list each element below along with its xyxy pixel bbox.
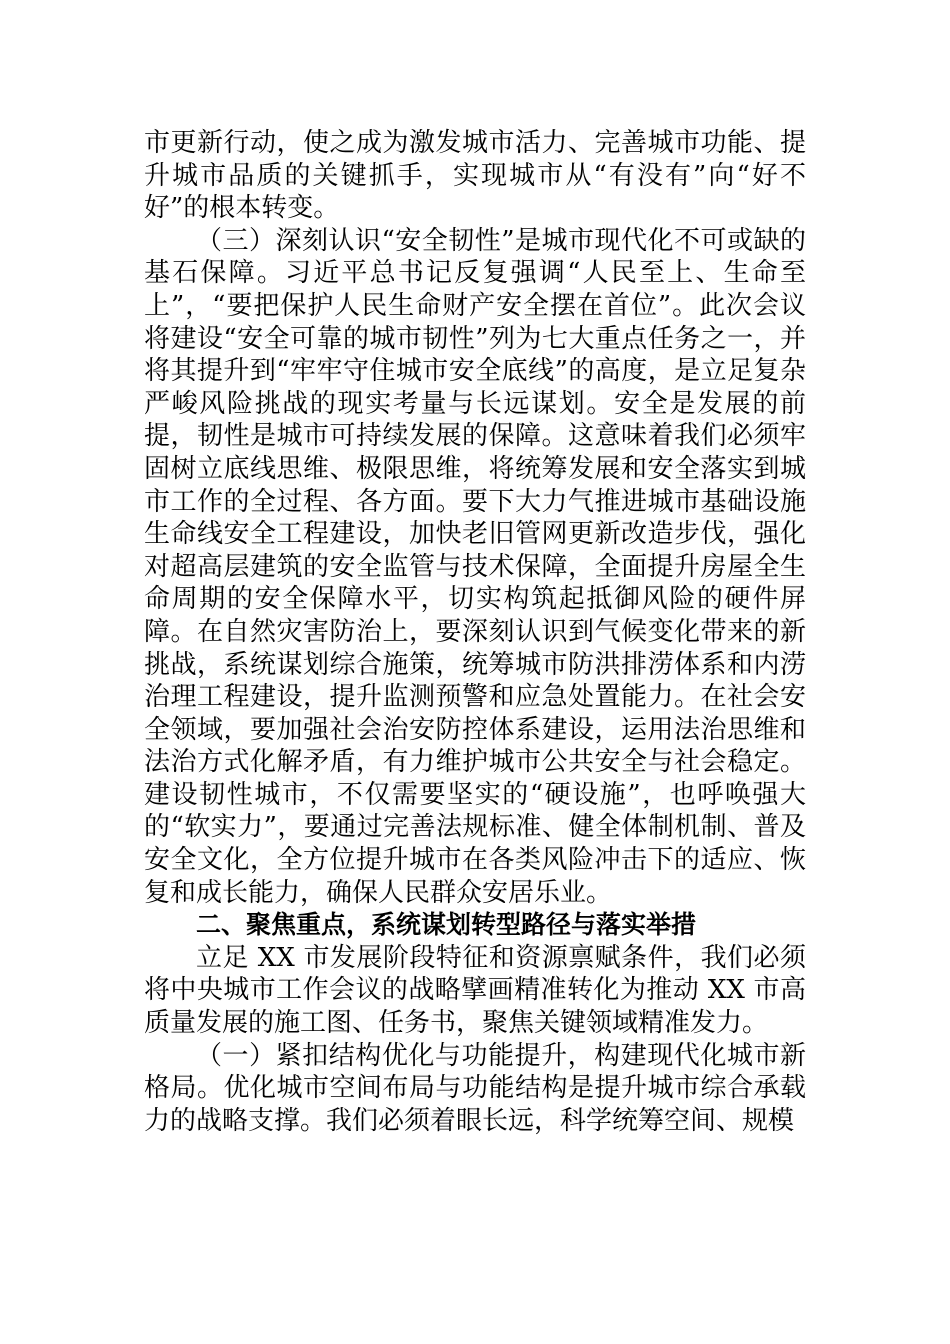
paragraph-safety-resilience: （三）深刻认识“安全韧性”是城市现代化不可或缺的基石保障。习近平总书记反复强调“人民至上、生命至上”，“要把保护人民生命财产安全摆在首位”。此次会议将建设“安全可靠的城市韧性”列为七大重点任务之一，并将其提升到“牢牢守住城市安全底线”的高度，是立足复杂严峻风险挑战的现实考量与长远谋划。安全是发展的前提，韧性是城市可持续发展的保障。这意味着我们必须牢固树立底线思维、极限思维，将统筹发展和安全落实到城市工作的全过程、各方面。要下大力气推进城市基础设施生命线安全工程建设，加快老旧管网更新改造步伐，强化对超高层建筑的安全监管与技术保障，全面提升房屋全生命周期的安全保障水平，切实构筑起抵御风险的硬件屏障。在自然灾害防治上，要深刻认识到气候变化带来的新挑战，系统谋划综合施策，统筹城市防洪排涝体系和内涝治理工程建设，提升监测预警和应急处置能力。在社会安全领域，要加强社会治安防控体系建设，运用法治思维和法治方式化解矛盾，有力维护城市公共安全与社会稳定。建设韧性城市，不仅需要坚实的“硬设施”，也呼唤强大的“软实力”，要通过完善法规标准、健全体制机制、普及安全文化，全方位提升城市在各类风险冲击下的适应、恢复和成长能力，确保人民群众安居乐业。 [144, 225, 806, 908]
paragraph-structure-optimization: （一）紧扣结构优化与功能提升，构建现代化城市新格局。优化城市空间布局与功能结构是提升城市综合承载力的战略支撑。我们必须着眼长远，科学统筹空间、规模 [144, 1040, 806, 1136]
paragraph-section-intro: 立足 XX 市发展阶段特征和资源禀赋条件，我们必须将中央城市工作会议的战略擘画精准转化为推动 XX 市高质量发展的施工图、任务书，聚焦关键领域精准发力。 [144, 942, 806, 1039]
document-page [144, 127, 806, 1137]
section-heading: 二、聚焦重点，系统谋划转型路径与落实举措 [196, 910, 697, 940]
paragraph-continuation: 市更新行动，使之成为激发城市活力、完善城市功能、提升城市品质的关键抓手，实现城市从“有没有”向“好不好”的根本转变。 [144, 128, 806, 224]
